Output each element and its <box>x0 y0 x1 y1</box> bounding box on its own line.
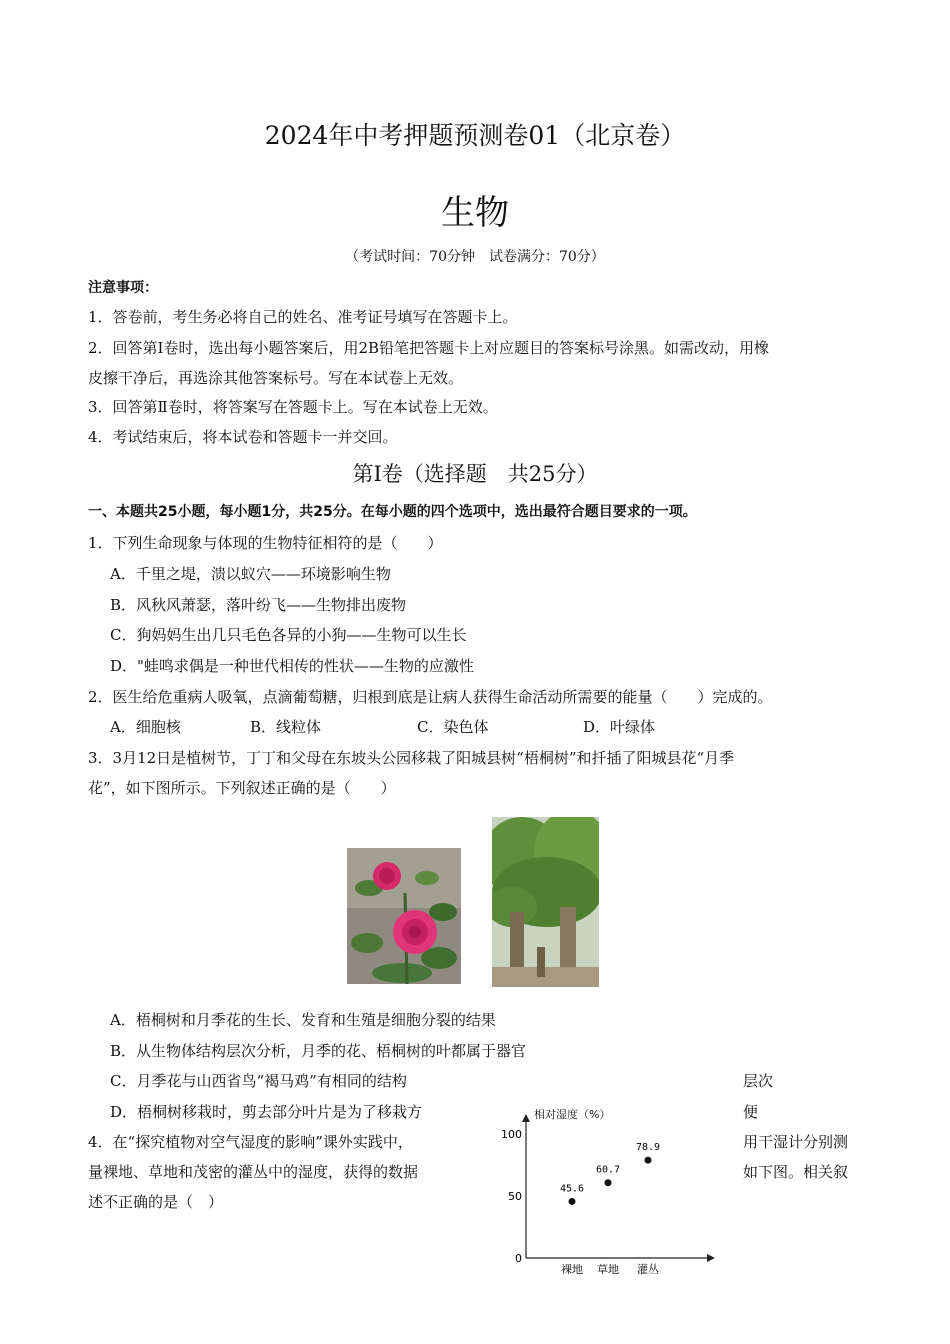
chart-data-label: 60.7 <box>595 1164 621 1176</box>
question-2-option-d: D．叶绿体 <box>583 718 656 736</box>
paulownia-tree-photo <box>492 817 599 987</box>
question-3-option-a: A．梧桐树和月季花的生长、发育和生殖是细胞分裂的结果 <box>110 1011 496 1029</box>
question-4-line1-tail: 用干湿计分别测 <box>743 1133 849 1151</box>
chart-y-axis-label: 相对湿度（%） <box>534 1108 611 1121</box>
chart-data-point <box>569 1198 576 1205</box>
notes-title: 注意事项： <box>88 280 158 296</box>
note-item: 皮擦干净后，再选涂其他答案标号。写在本试卷上无效。 <box>88 369 464 387</box>
chart-x-tick-label: 灌丛 <box>637 1263 659 1276</box>
question-3-option-b: B．从生物体结构层次分析，月季的花、梧桐树的叶都属于器官 <box>110 1042 527 1060</box>
note-item: 4．考试结束后，将本试卷和答题卡一并交回。 <box>88 428 398 446</box>
rose-photo <box>347 848 461 984</box>
subject-title: 生物 <box>441 193 509 233</box>
question-1-option-b: B．风秋风萧瑟，落叶纷飞——生物排出废物 <box>110 596 407 614</box>
question-2-stem: 2．医生给危重病人吸氧，点滴葡萄糖，归根到底是让病人获得生命活动所需要的能量（ ）完成的。 <box>88 688 773 706</box>
question-1-option-d: D．"蛙鸣求偶是一种世代相传的性状——生物的应激性 <box>110 657 474 675</box>
question-3-option-d-tail: 便 <box>743 1103 759 1121</box>
chart-data-point <box>645 1157 652 1164</box>
exam-meta: （考试时间：70分钟 试卷满分：70分） <box>345 249 605 265</box>
exam-title: 2024年中考押题预测卷01（北京卷） <box>264 121 686 150</box>
question-1-option-c: C．狗妈妈生出几只毛色各异的小狗——生物可以生长 <box>110 626 467 644</box>
note-item: 2．回答第Ⅰ卷时，选出每小题答案后，用2B铅笔把答题卡上对应题目的答案标号涂黑。如需改动，用橡 <box>88 339 770 357</box>
section-title: 第Ⅰ卷（选择题 共25分） <box>352 462 598 486</box>
question-3-option-c-tail: 层次 <box>743 1072 774 1090</box>
question-1-option-a: A．千里之堤，溃以蚁穴——环境影响生物 <box>110 565 391 583</box>
section-instruction: 一、本题共25小题，每小题1分，共25分。在每小题的四个选项中，选出最符合题目要求的一项。 <box>88 504 697 520</box>
question-3-stem-line1: 3．3月12日是植树节，丁丁和父母在东坡头公园移栽了阳城县树“梧桐树”和扦插了阳城县花“月季 <box>88 749 735 767</box>
chart-data-label: 45.6 <box>559 1183 585 1195</box>
chart-y-tick-label: 100 <box>501 1128 522 1141</box>
note-item: 3．回答第Ⅱ卷时，将答案写在答题卡上。写在本试卷上无效。 <box>88 398 498 416</box>
question-3-stem-line2: 花”，如下图所示。下列叙述正确的是（ ） <box>88 779 396 797</box>
chart-y-tick-label: 0 <box>515 1252 522 1265</box>
question-1-stem: 1．下列生命现象与体现的生物特征相符的是（ ） <box>88 534 443 552</box>
question-4-line1: 4．在“探究植物对空气湿度的影响”课外实践中， <box>88 1133 413 1151</box>
chart-x-tick-label: 草地 <box>597 1263 619 1276</box>
question-3-option-c: C．月季花与山西省鸟“褐马鸡”有相同的结构 <box>110 1072 407 1090</box>
chart-x-axis-arrow <box>707 1254 715 1262</box>
question-4-line2: 量裸地、草地和茂密的灌丛中的湿度，获得的数据 <box>88 1163 419 1181</box>
chart-data-point <box>605 1179 612 1186</box>
chart-data-label: 78.9 <box>635 1142 661 1154</box>
humidity-chart <box>490 1100 730 1280</box>
question-2-option-c: C．染色体 <box>417 718 489 736</box>
chart-x-tick-label: 裸地 <box>561 1263 583 1276</box>
chart-y-axis-arrow <box>522 1114 530 1122</box>
question-4-line2-tail: 如下图。相关叙 <box>743 1163 849 1181</box>
chart-y-tick-label: 50 <box>508 1190 522 1203</box>
question-2-option-b: B．线粒体 <box>250 718 322 736</box>
note-item: 1．答卷前，考生务必将自己的姓名、准考证号填写在答题卡上。 <box>88 308 518 326</box>
question-3-option-d: D．梧桐树移栽时，剪去部分叶片是为了移栽方 <box>110 1103 423 1121</box>
question-2-option-a: A．细胞核 <box>110 718 181 736</box>
question-4-line3: 述不正确的是（ ） <box>88 1193 224 1211</box>
